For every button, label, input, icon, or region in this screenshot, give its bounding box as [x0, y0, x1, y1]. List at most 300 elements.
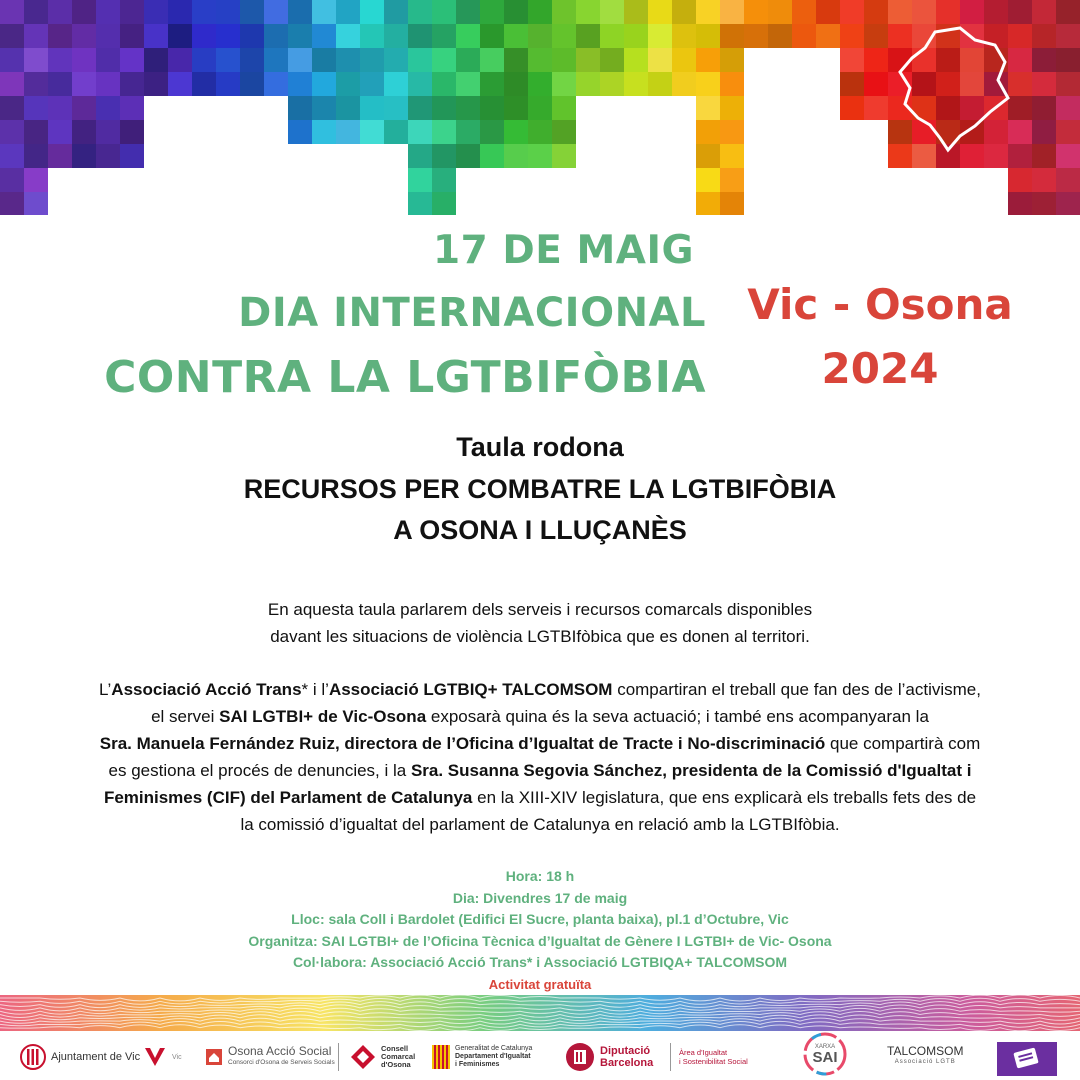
mosaic-tile	[240, 48, 264, 72]
mosaic-tile	[504, 120, 528, 144]
ajuntament-vic-logo	[20, 1039, 140, 1075]
mosaic-tile	[1032, 48, 1056, 72]
mosaic-tile	[936, 96, 960, 120]
mosaic-tile	[720, 0, 744, 24]
mosaic-tile	[168, 0, 192, 24]
vic-v-logo	[143, 1039, 182, 1075]
mosaic-tile	[576, 24, 600, 48]
text-span: es gestiona el procés de denuncies, i la	[108, 761, 411, 780]
mosaic-tile	[1008, 192, 1032, 215]
mosaic-tile	[1056, 48, 1080, 72]
mosaic-tile	[912, 144, 936, 168]
mosaic-tile	[384, 120, 408, 144]
mosaic-tile	[240, 24, 264, 48]
place-title: Vic - Osona	[747, 280, 1013, 329]
mosaic-tile	[360, 72, 384, 96]
mosaic-tile	[0, 168, 24, 192]
mosaic-tile	[1008, 0, 1032, 24]
mosaic-tile	[72, 24, 96, 48]
body-line-1	[20, 676, 1060, 703]
mosaic-tile	[528, 120, 552, 144]
mosaic-tile	[840, 0, 864, 24]
mosaic-tile	[456, 24, 480, 48]
mosaic-tile	[384, 96, 408, 120]
mosaic-tile	[144, 72, 168, 96]
mosaic-tile	[48, 0, 72, 24]
mosaic-tile	[264, 48, 288, 72]
body-line-3	[20, 730, 1060, 757]
mosaic-tile	[120, 24, 144, 48]
mosaic-tile	[1008, 168, 1032, 192]
mosaic-tile	[912, 72, 936, 96]
mosaic-tile	[456, 72, 480, 96]
mosaic-tile	[96, 0, 120, 24]
mosaic-tile	[72, 48, 96, 72]
mosaic-tile	[288, 0, 312, 24]
mosaic-tile	[576, 72, 600, 96]
mosaic-tile	[1032, 96, 1056, 120]
mosaic-tile	[1008, 24, 1032, 48]
talcomsom-label: TALCOMSOM	[887, 1044, 964, 1058]
mosaic-tile	[672, 48, 696, 72]
mosaic-tile	[984, 0, 1008, 24]
xarxa-sai-logo	[802, 1031, 848, 1077]
mosaic-tile	[720, 168, 744, 192]
consell-line: d'Osona	[381, 1060, 411, 1069]
osona-accio-social-logo	[205, 1039, 335, 1075]
mosaic-tile	[696, 24, 720, 48]
mosaic-tile	[1032, 192, 1056, 215]
mosaic-tile	[720, 144, 744, 168]
mosaic-tile	[576, 48, 600, 72]
mosaic-tile	[264, 24, 288, 48]
mosaic-tile	[264, 0, 288, 24]
mosaic-tile	[888, 144, 912, 168]
mosaic-tile	[288, 96, 312, 120]
mosaic-tile	[912, 120, 936, 144]
mosaic-tile	[864, 96, 888, 120]
mosaic-tile	[120, 96, 144, 120]
mosaic-tile	[576, 0, 600, 24]
mosaic-tile	[456, 144, 480, 168]
mosaic-tile	[696, 48, 720, 72]
area-text	[679, 1048, 748, 1066]
accio-trans-logo	[997, 1041, 1057, 1077]
mosaic-tile	[432, 0, 456, 24]
mosaic-tile	[528, 24, 552, 48]
mosaic-tile	[648, 48, 672, 72]
mosaic-tile	[1008, 48, 1032, 72]
mosaic-tile	[624, 24, 648, 48]
ajuntament-label: Ajuntament de Vic	[51, 1050, 141, 1063]
mosaic-tile	[432, 72, 456, 96]
mosaic-tile	[720, 120, 744, 144]
mosaic-tile	[240, 72, 264, 96]
event-info	[0, 866, 1080, 995]
mosaic-tile	[408, 192, 432, 215]
info-lloc: Lloc: sala Coll i Bardolet (Edifici El Sucre, planta baixa), pl.1 d’Octubre, Vic	[291, 911, 789, 927]
mosaic-tile	[408, 24, 432, 48]
talcomsom-sub: Associació LGTB	[894, 1059, 956, 1065]
sai-ring-icon	[802, 1031, 848, 1077]
mosaic-tile	[456, 48, 480, 72]
mosaic-tile	[168, 24, 192, 48]
mosaic-tile	[360, 24, 384, 48]
mosaic-tile	[864, 24, 888, 48]
body-paragraph	[20, 676, 1060, 838]
mosaic-tile	[72, 120, 96, 144]
mosaic-tile	[0, 48, 24, 72]
talcomsom-text	[887, 1046, 963, 1068]
mosaic-tile	[672, 24, 696, 48]
mosaic-tile	[168, 72, 192, 96]
mosaic-tile	[840, 96, 864, 120]
mosaic-tile	[840, 24, 864, 48]
divider	[670, 1043, 671, 1071]
mosaic-tile	[1056, 168, 1080, 192]
mosaic-tile	[1032, 120, 1056, 144]
mosaic-tile	[264, 72, 288, 96]
mosaic-tile	[360, 0, 384, 24]
info-dia: Dia: Divendres 17 de maig	[452, 889, 628, 906]
mosaic-tile	[312, 120, 336, 144]
mosaic-tile	[936, 72, 960, 96]
intro-paragraph	[0, 596, 1080, 650]
mosaic-tile	[360, 96, 384, 120]
diputacio-line: Barcelona	[600, 1057, 654, 1069]
mosaic-tile	[48, 24, 72, 48]
mosaic-tile	[672, 0, 696, 24]
mosaic-tile	[1032, 72, 1056, 96]
mosaic-tile	[72, 144, 96, 168]
mosaic-tile	[0, 144, 24, 168]
mosaic-tile	[120, 0, 144, 24]
mosaic-tile	[600, 24, 624, 48]
house-icon	[205, 1048, 223, 1066]
mosaic-tile	[600, 0, 624, 24]
mosaic-tile	[936, 0, 960, 24]
mosaic-tile	[984, 120, 1008, 144]
mosaic-tile	[432, 96, 456, 120]
generalitat-logo	[432, 1039, 532, 1075]
mosaic-tile	[1032, 24, 1056, 48]
gencat-text	[455, 1045, 532, 1069]
text-span: que compartirà com	[825, 734, 981, 753]
headline-day-name: DIA INTERNACIONAL	[238, 290, 706, 336]
mosaic-tile	[648, 0, 672, 24]
mosaic-tile	[168, 48, 192, 72]
area-igualtat-logo	[679, 1039, 748, 1075]
mosaic-tile	[48, 120, 72, 144]
mosaic-tile	[720, 192, 744, 215]
mosaic-tile	[744, 0, 768, 24]
mosaic-tile	[888, 120, 912, 144]
mosaic-tile	[768, 0, 792, 24]
mosaic-tile	[24, 48, 48, 72]
mosaic-tile	[0, 72, 24, 96]
gencat-line: Departament d'Igualtat	[455, 1053, 531, 1060]
mosaic-tile	[984, 144, 1008, 168]
mosaic-tile	[120, 144, 144, 168]
mosaic-tile	[816, 24, 840, 48]
mosaic-tile	[408, 0, 432, 24]
mosaic-tile	[48, 96, 72, 120]
intro-line: En aquesta taula parlarem dels serveis i recursos comarcals disponibles	[267, 600, 813, 619]
vic-small-label: Vic	[172, 1053, 182, 1061]
area-line: i Sostenibilitat Social	[679, 1057, 748, 1066]
mosaic-tile	[312, 48, 336, 72]
mosaic-tile	[720, 24, 744, 48]
mosaic-tile	[336, 24, 360, 48]
mosaic-tile	[216, 72, 240, 96]
wave-graphic	[0, 995, 1080, 1031]
mosaic-tile	[1056, 144, 1080, 168]
divider	[338, 1043, 339, 1071]
mosaic-tile	[936, 48, 960, 72]
mosaic-tile	[24, 120, 48, 144]
mosaic-tile	[192, 24, 216, 48]
mosaic-tile	[24, 96, 48, 120]
mosaic-tile	[552, 96, 576, 120]
mosaic-tile	[960, 96, 984, 120]
info-gratuita: Activitat gratuïta	[488, 976, 592, 992]
mosaic-tile	[192, 48, 216, 72]
mosaic-tile	[888, 24, 912, 48]
v-mark-icon	[143, 1044, 167, 1070]
mosaic-tile	[24, 192, 48, 215]
mosaic-tile	[96, 96, 120, 120]
mosaic-tile	[552, 48, 576, 72]
mosaic-tile	[960, 72, 984, 96]
mosaic-tile	[96, 48, 120, 72]
mosaic-tile	[48, 72, 72, 96]
mosaic-tile	[288, 24, 312, 48]
mosaic-tile	[840, 48, 864, 72]
body-line-6: la comissió d’igualtat del parlament de Catalunya en relació amb la LGTBIfòbia.	[240, 815, 840, 834]
diputacio-logo	[565, 1039, 653, 1075]
mosaic-tile	[0, 96, 24, 120]
mosaic-tile	[696, 144, 720, 168]
mosaic-tile	[120, 120, 144, 144]
mosaic-tile	[456, 96, 480, 120]
mosaic-tile	[312, 72, 336, 96]
mosaic-tile	[24, 0, 48, 24]
mosaic-tile	[24, 72, 48, 96]
mosaic-tile	[432, 192, 456, 215]
mosaic-tile	[336, 72, 360, 96]
mosaic-tile	[480, 96, 504, 120]
mosaic-tile	[1056, 72, 1080, 96]
body-line-5	[20, 784, 1060, 811]
mosaic-tile	[552, 24, 576, 48]
mosaic-tile	[288, 120, 312, 144]
mosaic-tile	[1056, 24, 1080, 48]
mosaic-tile	[648, 72, 672, 96]
mosaic-tile	[960, 48, 984, 72]
mosaic-tile	[1008, 120, 1032, 144]
mosaic-tile	[792, 24, 816, 48]
mosaic-tile	[192, 72, 216, 96]
mosaic-tile	[960, 144, 984, 168]
mosaic-tile	[624, 0, 648, 24]
mosaic-tile	[480, 120, 504, 144]
mosaic-tile	[312, 0, 336, 24]
text-span: L’	[99, 680, 112, 699]
mosaic-tile	[72, 0, 96, 24]
mosaic-tile	[720, 48, 744, 72]
mosaic-tile	[960, 0, 984, 24]
diputacio-line: Diputació	[600, 1045, 651, 1057]
mosaic-tile	[792, 0, 816, 24]
mosaic-tile	[384, 72, 408, 96]
mosaic-tile	[1056, 120, 1080, 144]
mosaic-tile	[456, 0, 480, 24]
mosaic-tile	[888, 0, 912, 24]
gencat-line: i Feminismes	[455, 1061, 500, 1068]
mosaic-tile	[696, 72, 720, 96]
info-collabora: Col·labora: Associació Acció Trans* i Associació LGTBIQA+ TALCOMSOM	[292, 954, 788, 970]
info-hora: Hora: 18 h	[505, 868, 575, 884]
consell-line: Comarcal	[381, 1052, 416, 1061]
speaker-segovia: Sra. Susanna Segovia Sánchez, presidenta de la Comissió d'Igualtat i	[410, 761, 972, 780]
mosaic-tile	[648, 24, 672, 48]
place-year: 2024	[821, 344, 939, 393]
mosaic-tile	[552, 120, 576, 144]
rainbow-wave-strip	[0, 995, 1080, 1031]
text-span: * i l’	[301, 680, 329, 699]
text-span: en la XIII-XIV legislatura, que ens explicarà els treballs fets des de	[472, 788, 977, 807]
speaker-segovia-org: Feminismes (CIF) del Parlament de Catalunya	[103, 788, 473, 807]
osona-sub: Consorci d'Osona de Serveis Socials	[228, 1059, 335, 1066]
event-title-line2: A OSONA I LLUÇANÈS	[393, 515, 687, 545]
mosaic-tile	[864, 72, 888, 96]
mosaic-tile	[240, 0, 264, 24]
text-span: el servei	[151, 707, 220, 726]
mosaic-tile	[528, 0, 552, 24]
mosaic-tile	[696, 192, 720, 215]
gencat-line: Generalitat de Catalunya	[455, 1045, 533, 1052]
mosaic-tile	[0, 192, 24, 215]
body-line-4	[20, 757, 1060, 784]
mosaic-tile	[1008, 72, 1032, 96]
mosaic-tile	[1032, 144, 1056, 168]
text-span: exposarà quina és la seva actuació; i també ens acompanyaran la	[426, 707, 929, 726]
mosaic-tile	[504, 48, 528, 72]
mosaic-tile	[696, 168, 720, 192]
text-span: compartiran el treball que fan des de l’activisme,	[612, 680, 981, 699]
talcomsom-logo	[887, 1039, 963, 1075]
mosaic-tile	[96, 120, 120, 144]
sai-top-label: XARXA	[814, 1044, 836, 1050]
mosaic-tile	[816, 0, 840, 24]
mosaic-tile	[504, 0, 528, 24]
acciotrans-name: Associació Acció Trans	[111, 680, 302, 699]
headline-date: 17 DE MAIG	[433, 228, 694, 273]
mosaic-tile	[480, 24, 504, 48]
mosaic-tile	[456, 120, 480, 144]
mosaic-tile	[552, 0, 576, 24]
mosaic-tile	[528, 96, 552, 120]
mosaic-tile	[48, 144, 72, 168]
mosaic-tile	[96, 72, 120, 96]
mosaic-tile	[192, 0, 216, 24]
mosaic-tile	[408, 72, 432, 96]
mosaic-tile	[696, 0, 720, 24]
mosaic-tile	[624, 48, 648, 72]
mosaic-tile	[528, 72, 552, 96]
mosaic-tile	[744, 24, 768, 48]
shield-icon	[20, 1042, 46, 1072]
mosaic-tile	[432, 120, 456, 144]
mosaic-tile	[336, 96, 360, 120]
mosaic-tile	[1008, 144, 1032, 168]
osona-title: Osona Acció Social	[228, 1044, 332, 1058]
mosaic-tile	[840, 72, 864, 96]
mosaic-tile	[1008, 96, 1032, 120]
mosaic-tile	[432, 24, 456, 48]
mosaic-tile	[1032, 0, 1056, 24]
mosaic-tile	[480, 144, 504, 168]
mosaic-tile	[768, 24, 792, 48]
mosaic-tile	[528, 144, 552, 168]
mosaic-tile	[696, 96, 720, 120]
mosaic-tile	[384, 0, 408, 24]
consell-line: Consell	[381, 1044, 409, 1053]
senyera-icon	[432, 1045, 450, 1069]
mosaic-tile	[336, 0, 360, 24]
mosaic-tile	[1032, 168, 1056, 192]
speaker-fernandez: Sra. Manuela Fernández Ruiz, directora de l’Oficina d’Igualtat de Tracte i No-discriminació	[99, 734, 826, 753]
mosaic-tile	[1056, 96, 1080, 120]
mosaic-tile	[336, 48, 360, 72]
mosaic-tile	[336, 120, 360, 144]
mosaic-tile	[1056, 192, 1080, 215]
mosaic-tile	[864, 0, 888, 24]
area-line: Àrea d'Igualtat	[679, 1048, 728, 1057]
diputacio-text	[600, 1045, 653, 1069]
mosaic-tile	[552, 72, 576, 96]
mosaic-tile	[480, 0, 504, 24]
mosaic-tile	[216, 24, 240, 48]
mosaic-tile	[24, 168, 48, 192]
mosaic-tile	[432, 144, 456, 168]
mosaic-tile	[216, 0, 240, 24]
mosaic-graphic	[0, 0, 1080, 215]
mosaic-tile	[144, 48, 168, 72]
mosaic-tile	[48, 48, 72, 72]
diputacio-emblem-icon	[565, 1042, 595, 1072]
mosaic-tile	[1056, 0, 1080, 24]
headline-contra: CONTRA LA LGTBIFÒBIA	[104, 352, 706, 403]
mosaic-tile	[408, 48, 432, 72]
mosaic-tile	[144, 0, 168, 24]
intro-line: davant les situacions de violència LGTBIfòbica que es donen al territori.	[270, 627, 810, 646]
mosaic-tile	[216, 48, 240, 72]
diamond-icon	[350, 1044, 376, 1070]
mosaic-tile	[360, 120, 384, 144]
mosaic-tile	[528, 48, 552, 72]
mosaic-tile	[432, 168, 456, 192]
mosaic-tile	[0, 120, 24, 144]
mosaic-tile	[408, 120, 432, 144]
info-organitza: Organitza: SAI LGTBI+ de l’Oficina Tècnica d’Igualtat de Gènere I LGTBI+ de Vic- Osona	[248, 932, 832, 949]
consell-comarcal-logo	[350, 1039, 415, 1075]
mosaic-tile	[24, 144, 48, 168]
sponsor-logos	[0, 1031, 1080, 1080]
mosaic-tile	[720, 96, 744, 120]
mosaic-tile	[600, 48, 624, 72]
mosaic-tile	[384, 48, 408, 72]
